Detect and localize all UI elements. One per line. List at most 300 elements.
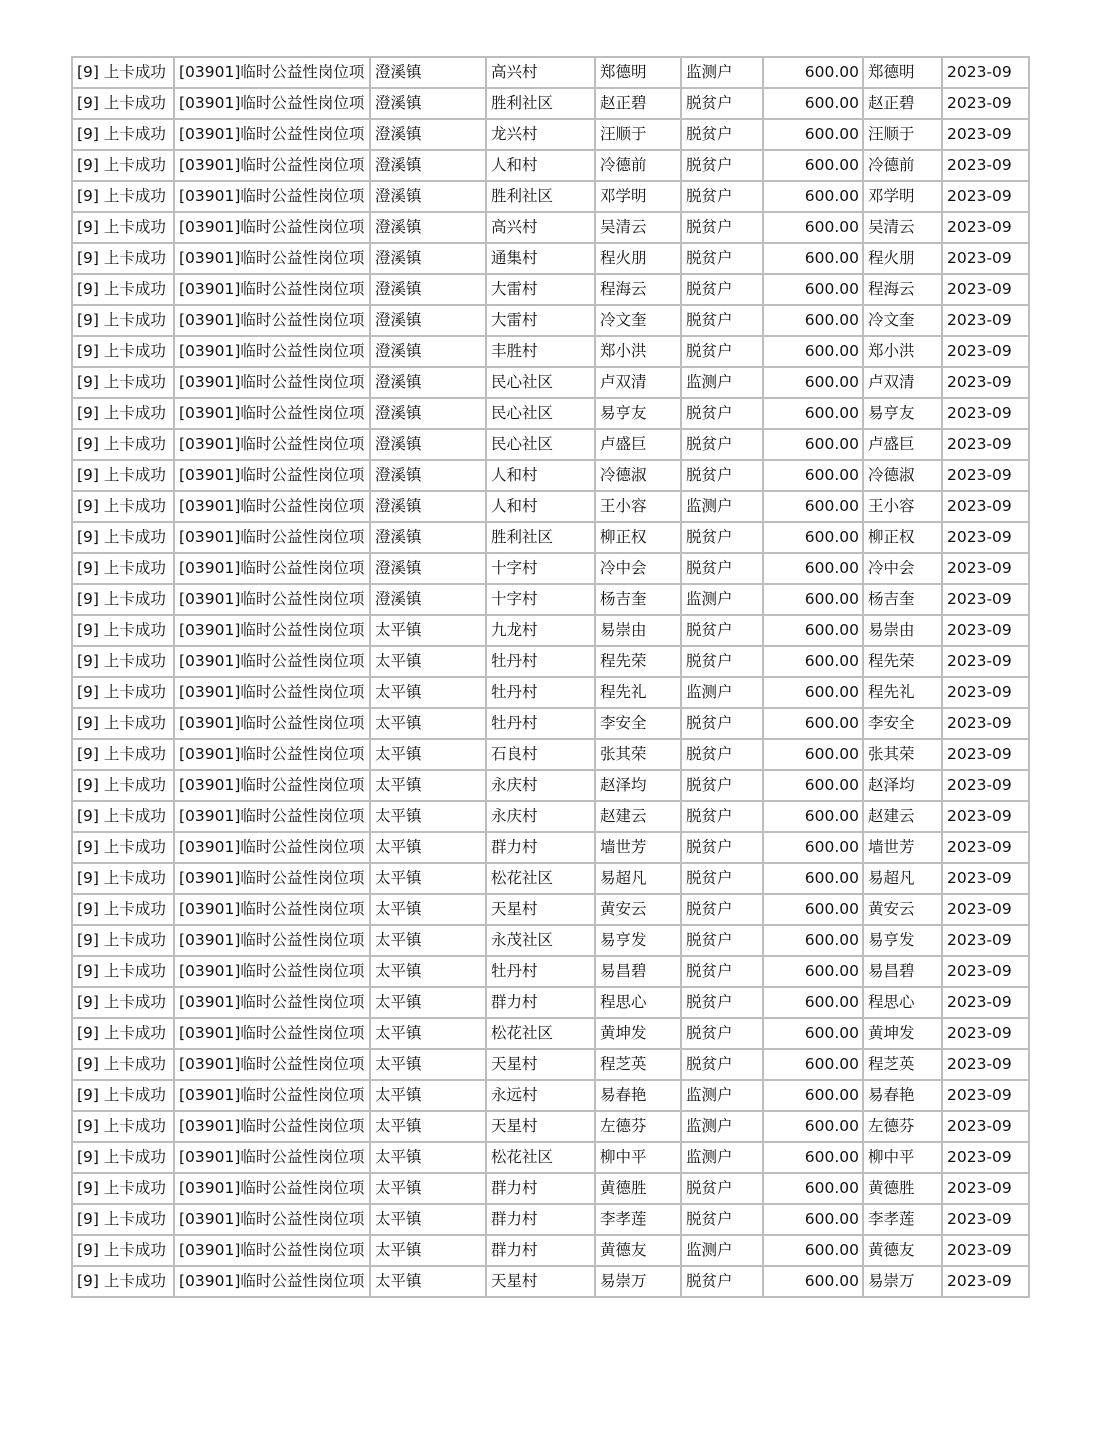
name-cell: 赵正碧 [595, 88, 681, 119]
period-cell: 2023-09 [942, 801, 1029, 832]
name-cell: 郑小洪 [595, 336, 681, 367]
amount-cell: 600.00 [763, 987, 863, 1018]
name-cell: 赵泽均 [595, 770, 681, 801]
village-cell: 永庆村 [486, 770, 595, 801]
table-row [72, 801, 1029, 832]
status-cell: [9] 上卡成功 [72, 956, 174, 987]
payee-cell: 程火朋 [863, 243, 942, 274]
name-cell: 易亨发 [595, 925, 681, 956]
village-cell: 人和村 [486, 491, 595, 522]
type-cell: 脱贫户 [681, 956, 763, 987]
table-row [72, 1266, 1029, 1297]
project-cell: [03901]临时公益性岗位项 [174, 925, 370, 956]
amount-cell: 600.00 [763, 181, 863, 212]
project-cell: [03901]临时公益性岗位项 [174, 584, 370, 615]
status-cell: [9] 上卡成功 [72, 398, 174, 429]
type-cell: 脱贫户 [681, 274, 763, 305]
amount-cell: 600.00 [763, 243, 863, 274]
payee-cell: 冷文奎 [863, 305, 942, 336]
period-cell: 2023-09 [942, 181, 1029, 212]
period-cell: 2023-09 [942, 274, 1029, 305]
status-cell: [9] 上卡成功 [72, 708, 174, 739]
table-row [72, 460, 1029, 491]
project-cell: [03901]临时公益性岗位项 [174, 398, 370, 429]
amount-cell: 600.00 [763, 150, 863, 181]
village-cell: 群力村 [486, 987, 595, 1018]
name-cell: 易亨友 [595, 398, 681, 429]
village-cell: 大雷村 [486, 305, 595, 336]
village-cell: 十字村 [486, 584, 595, 615]
payee-cell: 王小容 [863, 491, 942, 522]
amount-cell: 600.00 [763, 57, 863, 88]
name-cell: 杨吉奎 [595, 584, 681, 615]
project-cell: [03901]临时公益性岗位项 [174, 615, 370, 646]
project-cell: [03901]临时公益性岗位项 [174, 460, 370, 491]
amount-cell: 600.00 [763, 367, 863, 398]
type-cell: 脱贫户 [681, 212, 763, 243]
village-cell: 群力村 [486, 1173, 595, 1204]
project-cell: [03901]临时公益性岗位项 [174, 708, 370, 739]
period-cell: 2023-09 [942, 646, 1029, 677]
town-cell: 太平镇 [370, 1111, 486, 1142]
type-cell: 脱贫户 [681, 305, 763, 336]
type-cell: 脱贫户 [681, 1018, 763, 1049]
type-cell: 脱贫户 [681, 460, 763, 491]
type-cell: 脱贫户 [681, 770, 763, 801]
table-row [72, 1173, 1029, 1204]
village-cell: 天星村 [486, 894, 595, 925]
period-cell: 2023-09 [942, 925, 1029, 956]
village-cell: 牡丹村 [486, 646, 595, 677]
town-cell: 太平镇 [370, 708, 486, 739]
type-cell: 监测户 [681, 1080, 763, 1111]
status-cell: [9] 上卡成功 [72, 212, 174, 243]
name-cell: 汪顺于 [595, 119, 681, 150]
status-cell: [9] 上卡成功 [72, 150, 174, 181]
town-cell: 澄溪镇 [370, 429, 486, 460]
payee-cell: 赵正碧 [863, 88, 942, 119]
payee-cell: 左德芬 [863, 1111, 942, 1142]
town-cell: 太平镇 [370, 1266, 486, 1297]
town-cell: 澄溪镇 [370, 305, 486, 336]
name-cell: 吴清云 [595, 212, 681, 243]
name-cell: 易崇万 [595, 1266, 681, 1297]
town-cell: 澄溪镇 [370, 181, 486, 212]
period-cell: 2023-09 [942, 1266, 1029, 1297]
name-cell: 王小容 [595, 491, 681, 522]
project-cell: [03901]临时公益性岗位项 [174, 150, 370, 181]
project-cell: [03901]临时公益性岗位项 [174, 429, 370, 460]
type-cell: 脱贫户 [681, 88, 763, 119]
name-cell: 冷中会 [595, 553, 681, 584]
type-cell: 脱贫户 [681, 553, 763, 584]
payment-table [71, 56, 1030, 1298]
type-cell: 脱贫户 [681, 1266, 763, 1297]
village-cell: 松花社区 [486, 1142, 595, 1173]
village-cell: 永茂社区 [486, 925, 595, 956]
amount-cell: 600.00 [763, 429, 863, 460]
name-cell: 赵建云 [595, 801, 681, 832]
period-cell: 2023-09 [942, 57, 1029, 88]
village-cell: 天星村 [486, 1049, 595, 1080]
status-cell: [9] 上卡成功 [72, 429, 174, 460]
amount-cell: 600.00 [763, 677, 863, 708]
village-cell: 高兴村 [486, 57, 595, 88]
project-cell: [03901]临时公益性岗位项 [174, 646, 370, 677]
amount-cell: 600.00 [763, 88, 863, 119]
town-cell: 澄溪镇 [370, 491, 486, 522]
table-row [72, 429, 1029, 460]
village-cell: 牡丹村 [486, 677, 595, 708]
period-cell: 2023-09 [942, 1049, 1029, 1080]
period-cell: 2023-09 [942, 491, 1029, 522]
status-cell: [9] 上卡成功 [72, 584, 174, 615]
type-cell: 监测户 [681, 584, 763, 615]
status-cell: [9] 上卡成功 [72, 1018, 174, 1049]
project-cell: [03901]临时公益性岗位项 [174, 1266, 370, 1297]
table-row [72, 88, 1029, 119]
name-cell: 李孝莲 [595, 1204, 681, 1235]
village-cell: 永庆村 [486, 801, 595, 832]
table-row [72, 615, 1029, 646]
name-cell: 程芝英 [595, 1049, 681, 1080]
village-cell: 天星村 [486, 1266, 595, 1297]
status-cell: [9] 上卡成功 [72, 1142, 174, 1173]
period-cell: 2023-09 [942, 305, 1029, 336]
town-cell: 澄溪镇 [370, 119, 486, 150]
name-cell: 柳正权 [595, 522, 681, 553]
project-cell: [03901]临时公益性岗位项 [174, 553, 370, 584]
amount-cell: 600.00 [763, 305, 863, 336]
amount-cell: 600.00 [763, 1142, 863, 1173]
town-cell: 澄溪镇 [370, 150, 486, 181]
village-cell: 牡丹村 [486, 956, 595, 987]
status-cell: [9] 上卡成功 [72, 460, 174, 491]
town-cell: 太平镇 [370, 987, 486, 1018]
table-row [72, 553, 1029, 584]
type-cell: 监测户 [681, 491, 763, 522]
status-cell: [9] 上卡成功 [72, 832, 174, 863]
amount-cell: 600.00 [763, 739, 863, 770]
name-cell: 易昌碧 [595, 956, 681, 987]
payee-cell: 易昌碧 [863, 956, 942, 987]
amount-cell: 600.00 [763, 553, 863, 584]
payee-cell: 邓学明 [863, 181, 942, 212]
amount-cell: 600.00 [763, 1049, 863, 1080]
project-cell: [03901]临时公益性岗位项 [174, 119, 370, 150]
village-cell: 通集村 [486, 243, 595, 274]
town-cell: 太平镇 [370, 646, 486, 677]
project-cell: [03901]临时公益性岗位项 [174, 770, 370, 801]
project-cell: [03901]临时公益性岗位项 [174, 522, 370, 553]
status-cell: [9] 上卡成功 [72, 925, 174, 956]
type-cell: 脱贫户 [681, 429, 763, 460]
town-cell: 太平镇 [370, 1173, 486, 1204]
status-cell: [9] 上卡成功 [72, 739, 174, 770]
period-cell: 2023-09 [942, 1235, 1029, 1266]
status-cell: [9] 上卡成功 [72, 1080, 174, 1111]
village-cell: 十字村 [486, 553, 595, 584]
village-cell: 天星村 [486, 1111, 595, 1142]
payee-cell: 吴清云 [863, 212, 942, 243]
status-cell: [9] 上卡成功 [72, 1173, 174, 1204]
payee-cell: 卢盛巨 [863, 429, 942, 460]
period-cell: 2023-09 [942, 987, 1029, 1018]
payee-cell: 黄德友 [863, 1235, 942, 1266]
payee-cell: 易超凡 [863, 863, 942, 894]
amount-cell: 600.00 [763, 522, 863, 553]
amount-cell: 600.00 [763, 801, 863, 832]
payee-cell: 冷德前 [863, 150, 942, 181]
type-cell: 脱贫户 [681, 1049, 763, 1080]
amount-cell: 600.00 [763, 398, 863, 429]
amount-cell: 600.00 [763, 1111, 863, 1142]
village-cell: 丰胜村 [486, 336, 595, 367]
town-cell: 太平镇 [370, 1235, 486, 1266]
payee-cell: 张其荣 [863, 739, 942, 770]
project-cell: [03901]临时公益性岗位项 [174, 88, 370, 119]
type-cell: 脱贫户 [681, 832, 763, 863]
name-cell: 卢盛巨 [595, 429, 681, 460]
period-cell: 2023-09 [942, 398, 1029, 429]
town-cell: 澄溪镇 [370, 243, 486, 274]
name-cell: 冷德前 [595, 150, 681, 181]
status-cell: [9] 上卡成功 [72, 646, 174, 677]
period-cell: 2023-09 [942, 460, 1029, 491]
village-cell: 群力村 [486, 832, 595, 863]
table-row [72, 646, 1029, 677]
amount-cell: 600.00 [763, 119, 863, 150]
status-cell: [9] 上卡成功 [72, 181, 174, 212]
period-cell: 2023-09 [942, 212, 1029, 243]
table-row [72, 367, 1029, 398]
type-cell: 监测户 [681, 1111, 763, 1142]
town-cell: 太平镇 [370, 677, 486, 708]
period-cell: 2023-09 [942, 739, 1029, 770]
town-cell: 澄溪镇 [370, 460, 486, 491]
town-cell: 太平镇 [370, 615, 486, 646]
amount-cell: 600.00 [763, 1173, 863, 1204]
table-row [72, 584, 1029, 615]
period-cell: 2023-09 [942, 243, 1029, 274]
town-cell: 太平镇 [370, 770, 486, 801]
payee-cell: 程海云 [863, 274, 942, 305]
payee-cell: 黄安云 [863, 894, 942, 925]
period-cell: 2023-09 [942, 832, 1029, 863]
status-cell: [9] 上卡成功 [72, 801, 174, 832]
amount-cell: 600.00 [763, 584, 863, 615]
type-cell: 脱贫户 [681, 863, 763, 894]
village-cell: 民心社区 [486, 398, 595, 429]
project-cell: [03901]临时公益性岗位项 [174, 367, 370, 398]
town-cell: 澄溪镇 [370, 398, 486, 429]
period-cell: 2023-09 [942, 1080, 1029, 1111]
town-cell: 太平镇 [370, 894, 486, 925]
table-row [72, 1049, 1029, 1080]
village-cell: 人和村 [486, 460, 595, 491]
status-cell: [9] 上卡成功 [72, 1049, 174, 1080]
payee-cell: 郑德明 [863, 57, 942, 88]
table-row [72, 398, 1029, 429]
town-cell: 太平镇 [370, 956, 486, 987]
table-row [72, 243, 1029, 274]
town-cell: 澄溪镇 [370, 553, 486, 584]
period-cell: 2023-09 [942, 1142, 1029, 1173]
type-cell: 脱贫户 [681, 119, 763, 150]
amount-cell: 600.00 [763, 615, 863, 646]
payee-cell: 易亨友 [863, 398, 942, 429]
name-cell: 冷文奎 [595, 305, 681, 336]
period-cell: 2023-09 [942, 615, 1029, 646]
status-cell: [9] 上卡成功 [72, 1235, 174, 1266]
amount-cell: 600.00 [763, 894, 863, 925]
table-row [72, 1111, 1029, 1142]
table-row [72, 677, 1029, 708]
name-cell: 黄德友 [595, 1235, 681, 1266]
table-row [72, 305, 1029, 336]
project-cell: [03901]临时公益性岗位项 [174, 274, 370, 305]
payee-cell: 冷中会 [863, 553, 942, 584]
period-cell: 2023-09 [942, 770, 1029, 801]
payee-cell: 杨吉奎 [863, 584, 942, 615]
village-cell: 群力村 [486, 1235, 595, 1266]
village-cell: 牡丹村 [486, 708, 595, 739]
project-cell: [03901]临时公益性岗位项 [174, 336, 370, 367]
status-cell: [9] 上卡成功 [72, 1266, 174, 1297]
name-cell: 柳中平 [595, 1142, 681, 1173]
type-cell: 脱贫户 [681, 987, 763, 1018]
project-cell: [03901]临时公益性岗位项 [174, 956, 370, 987]
town-cell: 太平镇 [370, 832, 486, 863]
type-cell: 监测户 [681, 1142, 763, 1173]
status-cell: [9] 上卡成功 [72, 677, 174, 708]
town-cell: 太平镇 [370, 739, 486, 770]
town-cell: 太平镇 [370, 1204, 486, 1235]
town-cell: 澄溪镇 [370, 57, 486, 88]
town-cell: 澄溪镇 [370, 274, 486, 305]
name-cell: 程海云 [595, 274, 681, 305]
type-cell: 脱贫户 [681, 150, 763, 181]
table-row [72, 1204, 1029, 1235]
type-cell: 脱贫户 [681, 801, 763, 832]
town-cell: 太平镇 [370, 1142, 486, 1173]
village-cell: 松花社区 [486, 863, 595, 894]
village-cell: 人和村 [486, 150, 595, 181]
type-cell: 监测户 [681, 1235, 763, 1266]
type-cell: 监测户 [681, 57, 763, 88]
village-cell: 胜利社区 [486, 181, 595, 212]
project-cell: [03901]临时公益性岗位项 [174, 832, 370, 863]
table-row [72, 212, 1029, 243]
town-cell: 太平镇 [370, 801, 486, 832]
period-cell: 2023-09 [942, 584, 1029, 615]
project-cell: [03901]临时公益性岗位项 [174, 1173, 370, 1204]
table-body [72, 57, 1029, 1297]
status-cell: [9] 上卡成功 [72, 491, 174, 522]
village-cell: 九龙村 [486, 615, 595, 646]
name-cell: 程思心 [595, 987, 681, 1018]
project-cell: [03901]临时公益性岗位项 [174, 1142, 370, 1173]
table-row [72, 1018, 1029, 1049]
payee-cell: 易亨发 [863, 925, 942, 956]
project-cell: [03901]临时公益性岗位项 [174, 243, 370, 274]
name-cell: 程先荣 [595, 646, 681, 677]
status-cell: [9] 上卡成功 [72, 987, 174, 1018]
type-cell: 监测户 [681, 367, 763, 398]
village-cell: 胜利社区 [486, 522, 595, 553]
name-cell: 冷德淑 [595, 460, 681, 491]
project-cell: [03901]临时公益性岗位项 [174, 1204, 370, 1235]
status-cell: [9] 上卡成功 [72, 522, 174, 553]
town-cell: 澄溪镇 [370, 584, 486, 615]
payee-cell: 李孝莲 [863, 1204, 942, 1235]
village-cell: 民心社区 [486, 367, 595, 398]
type-cell: 脱贫户 [681, 739, 763, 770]
payee-cell: 程先礼 [863, 677, 942, 708]
name-cell: 黄坤发 [595, 1018, 681, 1049]
table-row [72, 739, 1029, 770]
type-cell: 脱贫户 [681, 925, 763, 956]
amount-cell: 600.00 [763, 708, 863, 739]
village-cell: 胜利社区 [486, 88, 595, 119]
type-cell: 脱贫户 [681, 243, 763, 274]
payee-cell: 柳中平 [863, 1142, 942, 1173]
village-cell: 民心社区 [486, 429, 595, 460]
period-cell: 2023-09 [942, 1018, 1029, 1049]
name-cell: 张其荣 [595, 739, 681, 770]
village-cell: 石良村 [486, 739, 595, 770]
table-row [72, 894, 1029, 925]
name-cell: 易春艳 [595, 1080, 681, 1111]
payee-cell: 黄德胜 [863, 1173, 942, 1204]
name-cell: 李安全 [595, 708, 681, 739]
table-row [72, 491, 1029, 522]
amount-cell: 600.00 [763, 274, 863, 305]
name-cell: 易崇由 [595, 615, 681, 646]
town-cell: 澄溪镇 [370, 88, 486, 119]
town-cell: 太平镇 [370, 925, 486, 956]
type-cell: 脱贫户 [681, 522, 763, 553]
amount-cell: 600.00 [763, 863, 863, 894]
town-cell: 澄溪镇 [370, 522, 486, 553]
status-cell: [9] 上卡成功 [72, 305, 174, 336]
status-cell: [9] 上卡成功 [72, 119, 174, 150]
town-cell: 澄溪镇 [370, 212, 486, 243]
table-row [72, 336, 1029, 367]
table-row [72, 925, 1029, 956]
village-cell: 群力村 [486, 1204, 595, 1235]
amount-cell: 600.00 [763, 646, 863, 677]
table-row [72, 274, 1029, 305]
table-row [72, 522, 1029, 553]
project-cell: [03901]临时公益性岗位项 [174, 491, 370, 522]
project-cell: [03901]临时公益性岗位项 [174, 894, 370, 925]
status-cell: [9] 上卡成功 [72, 615, 174, 646]
project-cell: [03901]临时公益性岗位项 [174, 863, 370, 894]
amount-cell: 600.00 [763, 956, 863, 987]
amount-cell: 600.00 [763, 212, 863, 243]
name-cell: 墙世芳 [595, 832, 681, 863]
period-cell: 2023-09 [942, 119, 1029, 150]
type-cell: 脱贫户 [681, 398, 763, 429]
amount-cell: 600.00 [763, 832, 863, 863]
period-cell: 2023-09 [942, 894, 1029, 925]
table-row [72, 1142, 1029, 1173]
project-cell: [03901]临时公益性岗位项 [174, 181, 370, 212]
amount-cell: 600.00 [763, 1080, 863, 1111]
name-cell: 黄德胜 [595, 1173, 681, 1204]
payee-cell: 冷德淑 [863, 460, 942, 491]
